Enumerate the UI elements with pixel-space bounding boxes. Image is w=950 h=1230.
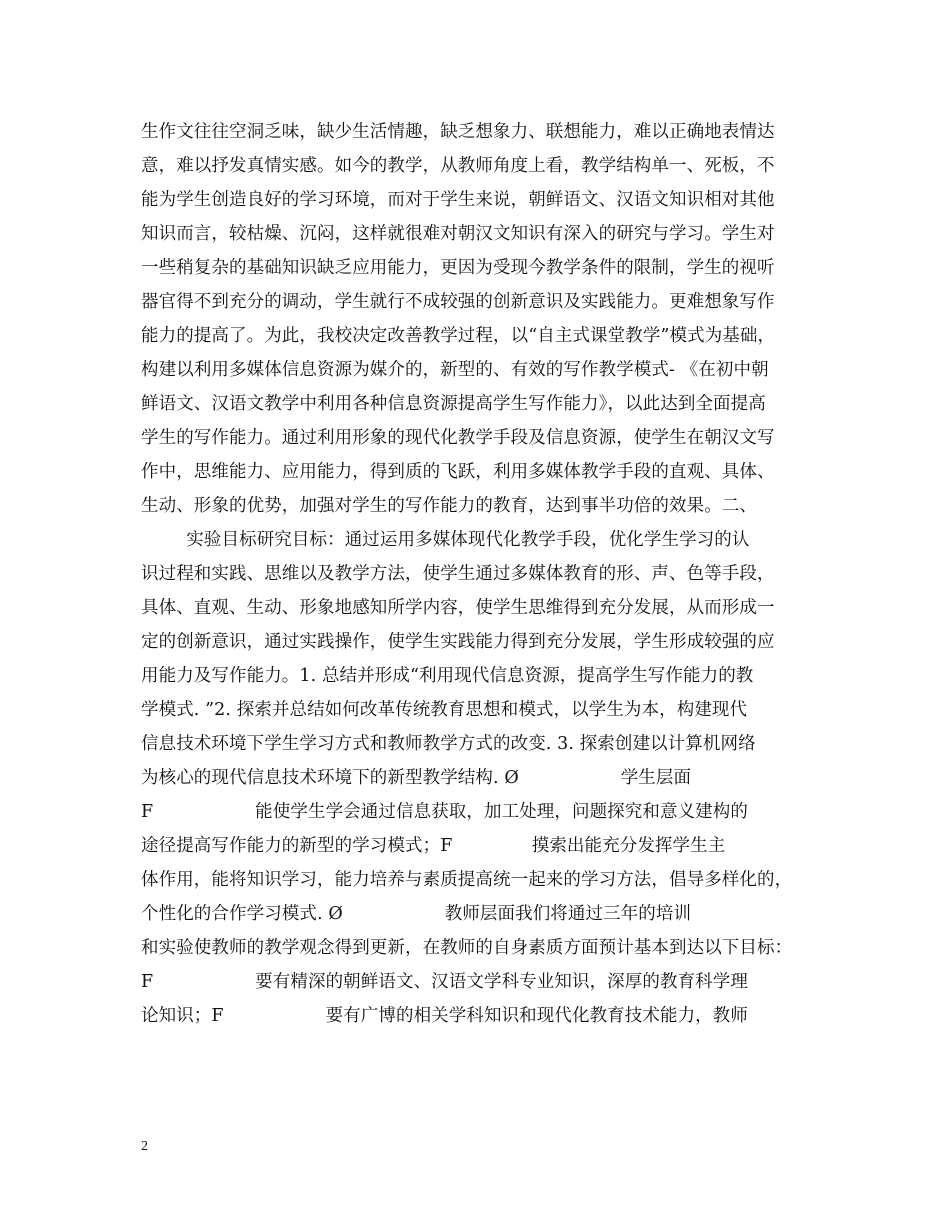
text-line: 能力的提高了。为此，我校决定改善教学过程，以“自主式课堂教学”模式为基础，: [141, 326, 776, 346]
text-line: 生作文往往空洞乏味，缺少生活情趣，缺乏想象力、联想能力，难以正确地表情达: [141, 122, 775, 142]
text-line: F 能使学生学会通过信息获取，加工处理，问题探究和意义建构的: [141, 802, 748, 822]
text-line: 论知识；F 要有广博的相关学科知识和现代化教育技术能力，教师: [141, 1006, 748, 1026]
text-line: 器官得不到充分的调动，学生就行不成较强的创新意识及实践能力。更难想象写作: [141, 292, 775, 312]
text-line: F 要有精深的朝鲜语文、汉语文学科专业知识，深厚的教育科学理: [141, 972, 748, 992]
text-line: 构建以利用多媒体信息资源为媒介的，新型的、有效的写作教学模式- 《在初中朝: [141, 360, 769, 380]
text-line: 和实验使教师的教学观念得到更新，在教师的自身素质方面预计基本到达以下目标：: [141, 938, 793, 958]
text-line: 实验目标研究目标：通过运用多媒体现代化教学手段，优化学生学习的认: [141, 530, 750, 550]
page-number: 2: [141, 1139, 148, 1154]
text-line: 信息技术环境下学生学习方式和教师教学方式的改变. 3. 探索创建以计算机网络: [141, 734, 756, 754]
text-line: 途径提高写作能力的新型的学习模式；F 摸索出能充分发挥学生主: [141, 836, 726, 856]
text-line: 用能力及写作能力。1. 总结并形成“利用现代信息资源，提高学生写作能力的教: [141, 666, 754, 686]
text-line: 定的创新意识，通过实践操作，使学生实践能力得到充分发展，学生形成较强的应: [141, 632, 775, 652]
text-line: 个性化的合作学习模式. Ø 教师层面我们将通过三年的培训: [141, 904, 692, 924]
text-line: 识过程和实践、思维以及教学方法，使学生通过多媒体教育的形、声、色等手段，: [141, 564, 775, 584]
text-line: 生动、形象的优势，加强对学生的写作能力的教育，达到事半功倍的效果。二、: [141, 496, 757, 516]
text-line: 具体、直观、生动、形象地感知所学内容，使学生思维得到充分发展，从而形成一: [141, 598, 775, 618]
text-line: 为核心的现代信息技术环境下的新型教学结构. Ø 学生层面: [141, 768, 692, 788]
text-line: 知识而言，较枯燥、沉闷，这样就很难对朝汉文知识有深入的研究与学习。学生对: [141, 224, 775, 244]
text-line: 体作用，能将知识学习，能力培养与素质提高统一起来的学习方法，倡导多样化的，: [141, 870, 793, 890]
text-line: 能为学生创造良好的学习环境，而对于学生来说，朝鲜语文、汉语文知识相对其他: [141, 190, 775, 210]
text-line: 作中，思维能力、应用能力，得到质的飞跃，利用多媒体教学手段的直观、具体、: [141, 462, 775, 482]
text-line: 鲜语文、汉语文教学中利用各种信息资源提高学生写作能力》，以此达到全面提高: [141, 394, 766, 414]
text-line: 学模式. ”2. 探索并总结如何改革传统教育思想和模式，以学生为本，构建现代: [141, 700, 748, 720]
text-line: 意，难以抒发真情实感。如今的教学，从教师角度上看，教学结构单一、死板，不: [141, 156, 775, 176]
text-line: 一些稍复杂的基础知识缺乏应用能力，更因为受现今教学条件的限制，学生的视听: [141, 258, 775, 278]
text-line: 学生的写作能力。通过利用形象的现代化教学手段及信息资源，使学生在朝汉文写: [141, 428, 775, 448]
